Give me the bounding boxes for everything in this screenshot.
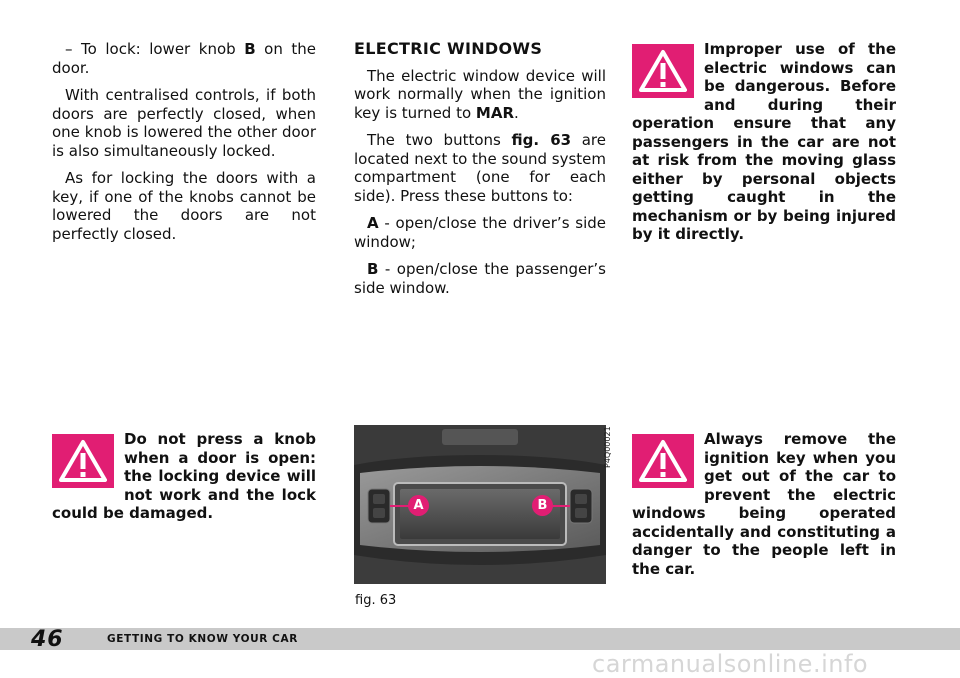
warning-improper-use: Improper use of the electric windows can be dangerous. Before and during their operation ensure that any passengers in the car are not at risk from the moving glass either by personal objects getting caught in the mechanism or by being injured by it directly. xyxy=(632,40,896,243)
watermark: carmanualsonline.info xyxy=(592,650,869,678)
item-a: A - open/close the driver’s side window; xyxy=(354,214,606,251)
lock-paragraph: – To lock: lower knob B on the door. xyxy=(52,40,316,77)
figure-caption: fig. 63 xyxy=(355,593,397,608)
warning-door-open: Do not press a knob when a door is open: the locking device will not work and the lock could be damaged. xyxy=(52,430,316,522)
column-middle xyxy=(354,40,606,306)
item-b: B - open/close the passenger’s side window. xyxy=(354,260,606,297)
warning-ignition-key: Always remove the ignition key when you get out of the car to prevent the electric windows being operated accidentally and constituting a danger to the people left in the car. xyxy=(632,430,896,578)
column-left xyxy=(52,40,316,252)
ignition-paragraph: The electric window device will work normally when the ignition key is turned to MAR. xyxy=(354,66,606,122)
section-heading: ELECTRIC WINDOWS xyxy=(354,39,543,58)
figure-63-photo xyxy=(354,425,606,584)
central-lock-paragraph: With centralised controls, if both doors are perfectly closed, when one knob is lowered the other door is also simultaneously locked. xyxy=(52,86,316,160)
warning-icon xyxy=(52,434,114,488)
page-number: 46 xyxy=(31,627,64,652)
key-lock-paragraph: As for locking the doors with a key, if one of the knobs cannot be lowered the doors are not perfectly closed. xyxy=(52,169,316,243)
buttons-paragraph: The two buttons fig. 63 are located next to the sound system compartment (one for each side). Press these buttons to: xyxy=(354,131,606,205)
warning-icon xyxy=(632,44,694,98)
callout-b: B xyxy=(532,495,553,516)
section-title: GETTING TO KNOW YOUR CAR xyxy=(107,633,298,645)
warning-icon xyxy=(632,434,694,488)
dashboard-illustration xyxy=(354,425,606,584)
callout-a: A xyxy=(408,495,429,516)
figure-code: P4Q00021 xyxy=(603,426,612,468)
